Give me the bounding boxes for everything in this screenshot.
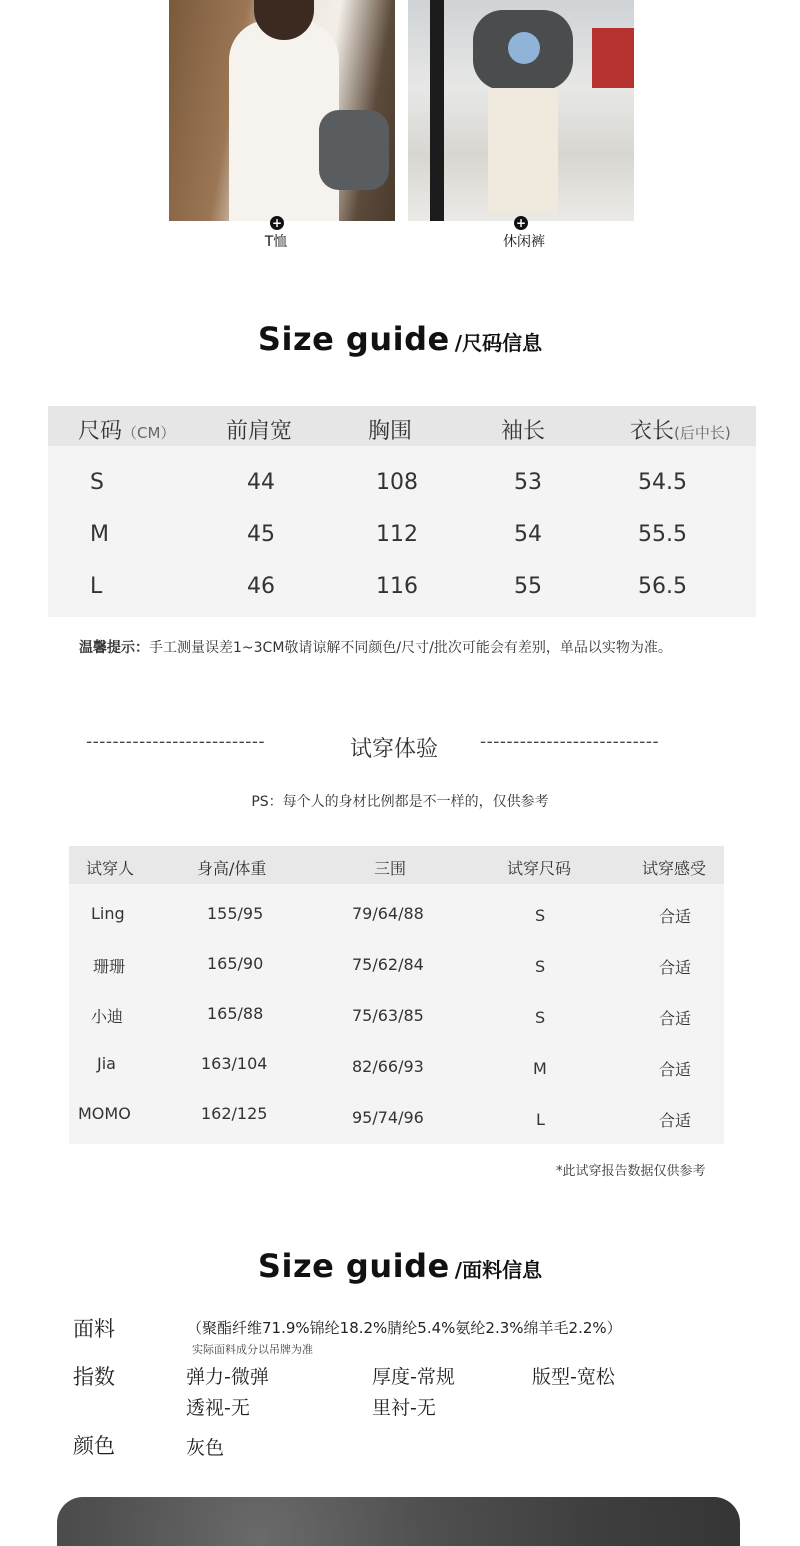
material-value: （聚酯纤维71.9%锦纶18.2%腈纶5.4%氨纶2.3%绵羊毛2.2%） [187,1319,622,1337]
cell: 75/63/85 [352,1006,424,1025]
title-zh: /面料信息 [454,1258,543,1282]
cell: 95/74/96 [352,1108,424,1127]
material-note: 实际面料成分以吊牌为准 [192,1343,313,1356]
cell: Ling [91,904,125,923]
try-on-title [0,732,800,762]
cell: M [90,522,109,547]
cell: 合适 [659,1060,692,1079]
cell: 小迪 [91,1007,124,1026]
cell: S [90,470,104,495]
header-length: 衣长(后中长) [630,419,731,444]
title-en: Size guide [257,1247,450,1285]
color-value: 灰色 [186,1437,225,1459]
material-label: 面料 [73,1317,115,1341]
cell: M [533,1059,547,1078]
product-label: T恤 [264,234,288,250]
header-size: 尺码（CM） [78,419,176,444]
add-icon[interactable]: + [515,216,527,230]
cell: 108 [376,470,418,495]
header-measurements: 三围 [374,859,407,878]
cell: S [535,906,546,925]
size-table [48,406,756,617]
cell: 合适 [659,907,692,926]
cell: 163/104 [201,1054,268,1073]
product-photo-tshirt[interactable] [169,0,395,221]
cell: S [535,1008,546,1027]
cell: 165/88 [207,1004,264,1023]
product-photo-pants[interactable] [408,0,634,221]
header-shoulder: 前肩宽 [226,419,293,444]
product-label: 休闲裤 [503,234,545,250]
cell: 112 [376,522,418,547]
title-en: Size guide [257,320,450,358]
cell: 54 [514,522,542,547]
size-table-header [48,406,756,446]
header-person: 试穿人 [86,859,135,878]
divider-left: --------------------------- [86,732,266,752]
cell: 合适 [659,1009,692,1028]
index-elasticity: 弹力-微弹 [186,1366,269,1388]
cell: 珊珊 [93,957,126,976]
cell: 116 [376,574,418,599]
cell: 165/90 [207,954,264,973]
cell: 162/125 [201,1104,268,1123]
try-on-table [69,846,724,1144]
cell: 55 [514,574,542,599]
fabric-detail-photo [57,1497,740,1546]
fabric-guide-title [0,1247,800,1285]
cell: S [535,957,546,976]
header-sleeve: 袖长 [501,419,546,444]
header-feel: 试穿感受 [642,859,707,878]
tip-label: 温馨提示： [79,640,149,656]
cell: 54.5 [638,470,687,495]
header-chest: 胸围 [368,419,413,444]
cell: 82/66/93 [352,1057,424,1076]
cell: Jia [97,1054,116,1073]
index-transparency: 透视-无 [186,1397,250,1419]
size-guide-title [0,320,800,358]
index-thickness: 厚度-常规 [372,1366,455,1388]
divider-right: --------------------------- [480,732,660,752]
try-on-heading: 试穿体验 [350,737,439,762]
cell: 合适 [659,958,692,977]
cell: 56.5 [638,574,687,599]
tip-text: 手工测量误差1~3CM敬请谅解不同颜色/尺寸/批次可能会有差别，单品以实物为准。 [149,640,672,656]
cell: L [536,1110,545,1129]
index-label: 指数 [73,1365,115,1389]
add-icon[interactable]: + [271,216,283,230]
cell: MOMO [78,1104,131,1123]
index-fit: 版型-宽松 [532,1366,615,1388]
cell: 46 [247,574,275,599]
title-zh: /尺码信息 [454,331,543,355]
try-on-header [69,846,724,884]
color-label: 颜色 [73,1434,115,1458]
cell: 53 [514,470,542,495]
try-on-ps: PS：每个人的身材比例都是不一样的，仅供参考 [251,794,549,810]
cell: 55.5 [638,522,687,547]
cell: 155/95 [207,904,264,923]
measurement-tip [79,637,672,657]
cell: 75/62/84 [352,955,424,974]
header-try-size: 试穿尺码 [507,859,572,878]
header-height-weight: 身高/体重 [197,859,267,878]
cell: 45 [247,522,275,547]
cell: 合适 [659,1111,692,1130]
index-lining: 里衬-无 [372,1397,436,1419]
cell: L [90,574,103,599]
try-on-note: *此试穿报告数据仅供参考 [556,1164,706,1179]
cell: 79/64/88 [352,904,424,923]
cell: 44 [247,470,275,495]
